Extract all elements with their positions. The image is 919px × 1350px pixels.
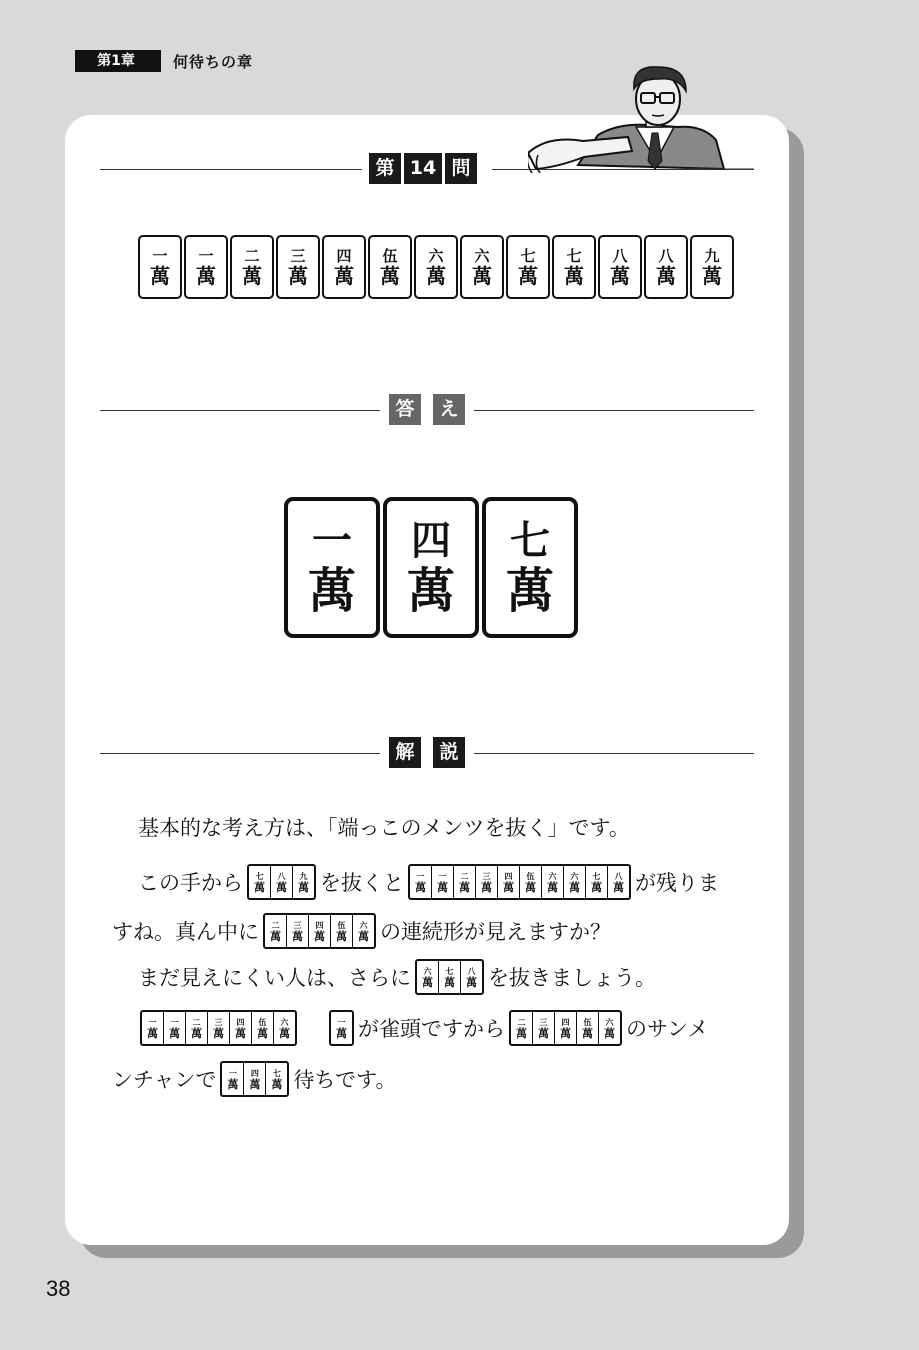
chapter-number: 第1章 (75, 50, 161, 72)
tile-suit: 萬 (147, 1026, 158, 1040)
question-label-prefix: 第 (369, 153, 401, 184)
tile-number: 八 (277, 870, 286, 881)
mahjong-tile (644, 235, 688, 299)
tile-number: 四 (315, 919, 324, 930)
mini-tile (330, 915, 352, 947)
tile-group (220, 1061, 289, 1097)
tile-number: 四 (236, 1016, 245, 1027)
tile-suit: 萬 (336, 929, 347, 943)
tile-group (415, 959, 484, 995)
tile-suit: 萬 (271, 1077, 283, 1091)
tile-suit: 萬 (249, 1077, 261, 1091)
tile-number: 二 (192, 1016, 201, 1027)
tile-number: 七 (445, 965, 454, 976)
tile-suit: 萬 (358, 929, 369, 943)
tile-group (509, 1010, 622, 1046)
tile-suit: 萬 (518, 263, 538, 288)
tile-number: 九 (704, 246, 720, 265)
mini-tile (453, 866, 475, 898)
mini-tile (519, 866, 541, 898)
tile-group (140, 1010, 297, 1046)
tile-suit: 萬 (314, 929, 325, 943)
tile-number: 六 (570, 870, 579, 881)
tile-number: 四 (336, 246, 352, 265)
tile-suit: 萬 (505, 562, 554, 619)
tile-suit: 萬 (422, 975, 433, 989)
tile-number: 七 (510, 516, 550, 564)
tile-suit: 萬 (270, 929, 281, 943)
tile-number: 一 (170, 1016, 179, 1027)
tile-number: 九 (299, 870, 308, 881)
tile-number: 一 (337, 1016, 346, 1027)
tile-suit: 萬 (279, 1026, 290, 1040)
tile-number: 二 (271, 919, 280, 930)
tile-suit: 萬 (307, 562, 356, 619)
tile-group (329, 1010, 354, 1046)
tile-suit: 萬 (466, 975, 477, 989)
mini-tile (598, 1012, 620, 1044)
tile-number: 八 (658, 246, 674, 265)
tile-number: 三 (214, 1016, 223, 1027)
tile-number: 二 (517, 1016, 526, 1027)
mahjong-tile (598, 235, 642, 299)
tile-number: 伍 (526, 870, 535, 881)
tile-suit: 萬 (472, 263, 492, 288)
tile-number: 一 (438, 870, 447, 881)
tile-suit: 萬 (298, 880, 309, 894)
tile-number: 六 (423, 965, 432, 976)
tile-number: 三 (290, 246, 306, 265)
tile-number: 一 (148, 1016, 157, 1027)
mini-tile (475, 866, 497, 898)
explanation-line-3: すね。真ん中に 二 萬 三 萬 四 萬 伍 萬 六 萬 の連続形が見えますか？ (112, 913, 611, 949)
mahjong-tile (552, 235, 596, 299)
tile-number: 六 (428, 246, 444, 265)
mini-tile (243, 1063, 265, 1095)
tile-suit: 萬 (437, 880, 448, 894)
tile-number: 伍 (583, 1016, 592, 1027)
divider-line (100, 753, 380, 754)
tile-number: 四 (504, 870, 513, 881)
tile-number: 七 (520, 246, 536, 265)
tile-number: 三 (482, 870, 491, 881)
divider-line (100, 410, 380, 411)
answer-label-b: え (433, 394, 465, 425)
tile-number: 一 (416, 870, 425, 881)
mahjong-tile (690, 235, 734, 299)
tile-number: 七 (255, 870, 264, 881)
divider-line (100, 169, 362, 170)
divider-line (474, 753, 754, 754)
chapter-header (75, 50, 253, 72)
tile-suit: 萬 (213, 1026, 224, 1040)
mahjong-tile (138, 235, 182, 299)
mini-tile (607, 866, 629, 898)
mini-tile (273, 1012, 295, 1044)
tile-number: 八 (467, 965, 476, 976)
tile-number: 一 (198, 246, 214, 265)
tile-suit: 萬 (516, 1026, 527, 1040)
mahjong-tile (230, 235, 274, 299)
mini-tile (229, 1012, 251, 1044)
tile-number: 二 (460, 870, 469, 881)
question-label-number: 14 (404, 153, 442, 184)
tile-suit: 萬 (604, 1026, 615, 1040)
mini-tile (265, 915, 286, 947)
explanation-line-2: この手から 七 萬 八 萬 九 萬 を抜くと 一 萬 一 萬 二 萬 三 萬 四 萬 伍 萬 六 萬 六 萬 七 萬 八 萬 が残りま (138, 864, 719, 900)
tile-suit: 萬 (288, 263, 308, 288)
mini-tile (541, 866, 563, 898)
mini-tile (185, 1012, 207, 1044)
mini-tile (511, 1012, 532, 1044)
tile-number: 六 (359, 919, 368, 930)
tile-suit: 萬 (444, 975, 455, 989)
explanation-line-5: 一 萬 一 萬 二 萬 三 萬 四 萬 伍 萬 六 萬 一 萬 が雀頭ですから 二 萬 三 萬 四 萬 伍 萬 六 萬 のサンメ (136, 1010, 708, 1046)
tile-number: 四 (250, 1067, 259, 1078)
answer-tile (284, 497, 380, 638)
tile-suit: 萬 (569, 880, 580, 894)
mini-tile (532, 1012, 554, 1044)
tile-number: 六 (548, 870, 557, 881)
tile-number: 七 (566, 246, 582, 265)
tile-number: 三 (293, 919, 302, 930)
tile-suit: 萬 (415, 880, 426, 894)
tile-suit: 萬 (254, 880, 265, 894)
mini-tile (163, 1012, 185, 1044)
mini-tile (410, 866, 431, 898)
tile-suit: 萬 (613, 880, 624, 894)
mini-tile (460, 961, 482, 993)
explanation-line-6: ンチャンで 一 萬 四 萬 七 萬 待ちです。 (112, 1061, 397, 1097)
tile-suit: 萬 (292, 929, 303, 943)
mini-tile (417, 961, 438, 993)
tile-suit: 萬 (169, 1026, 180, 1040)
tile-suit: 萬 (235, 1026, 246, 1040)
tile-number: 六 (280, 1016, 289, 1027)
mini-tile (563, 866, 585, 898)
tile-suit: 萬 (538, 1026, 549, 1040)
mahjong-tile (414, 235, 458, 299)
mini-tile (142, 1012, 163, 1044)
divider-line (474, 410, 754, 411)
tile-number: 八 (612, 246, 628, 265)
tile-number: 六 (605, 1016, 614, 1027)
tile-suit: 萬 (336, 1026, 347, 1040)
explanation-line-4: まだ見えにくい人は、さらに 六 萬 七 萬 八 萬 を抜きましょう。 (138, 959, 656, 995)
mini-tile (585, 866, 607, 898)
tile-number: 六 (474, 246, 490, 265)
explanation-label-b: 説 (433, 737, 465, 768)
tile-suit: 萬 (459, 880, 470, 894)
mini-tile (286, 915, 308, 947)
tile-suit: 萬 (380, 263, 400, 288)
page-number: 38 (46, 1276, 71, 1301)
tile-suit: 萬 (227, 1077, 239, 1091)
tile-suit: 萬 (560, 1026, 571, 1040)
tile-group (263, 913, 376, 949)
tile-group (408, 864, 631, 900)
tile-number: 八 (614, 870, 623, 881)
tile-number: 伍 (258, 1016, 267, 1027)
tile-suit: 萬 (481, 880, 492, 894)
mahjong-tile (322, 235, 366, 299)
chapter-title: 何待ちの章 (173, 52, 254, 71)
mini-tile (249, 866, 270, 898)
tile-number: 一 (312, 516, 352, 564)
tile-number: 四 (411, 516, 451, 564)
tile-number: 一 (152, 246, 168, 265)
tile-suit: 萬 (547, 880, 558, 894)
tile-group (247, 864, 316, 900)
tile-suit: 萬 (426, 263, 446, 288)
mini-tile (270, 866, 292, 898)
tile-number: 一 (228, 1067, 237, 1078)
mini-tile (431, 866, 453, 898)
question-hand (138, 235, 734, 299)
tile-number: 二 (244, 246, 260, 265)
explanation-label-a: 解 (389, 737, 421, 768)
explanation-line-1: 基本的な考え方は、「端っこのメンツを抜く」です。 (138, 816, 630, 840)
tile-number: 七 (272, 1067, 281, 1078)
mini-tile (576, 1012, 598, 1044)
mahjong-tile (368, 235, 412, 299)
mahjong-tile (184, 235, 228, 299)
tile-suit: 萬 (525, 880, 536, 894)
teacher-illustration (528, 65, 754, 173)
mahjong-tile (276, 235, 320, 299)
answer-tile (482, 497, 578, 638)
mini-tile (554, 1012, 576, 1044)
tile-suit: 萬 (582, 1026, 593, 1040)
tile-number: 三 (539, 1016, 548, 1027)
tile-suit: 萬 (656, 263, 676, 288)
mini-tile (497, 866, 519, 898)
question-label-suffix: 問 (445, 153, 477, 184)
tile-number: 伍 (337, 919, 346, 930)
tile-suit: 萬 (242, 263, 262, 288)
answer-label-a: 答 (389, 394, 421, 425)
mini-tile (308, 915, 330, 947)
tile-number: 七 (592, 870, 601, 881)
tile-suit: 萬 (196, 263, 216, 288)
mini-tile (352, 915, 374, 947)
mini-tile (331, 1012, 352, 1044)
mini-tile (251, 1012, 273, 1044)
tile-suit: 萬 (191, 1026, 202, 1040)
tile-suit: 萬 (257, 1026, 268, 1040)
mahjong-tile (460, 235, 504, 299)
mini-tile (265, 1063, 287, 1095)
mini-tile (438, 961, 460, 993)
tile-number: 四 (561, 1016, 570, 1027)
mini-tile (222, 1063, 243, 1095)
mahjong-tile (506, 235, 550, 299)
tile-suit: 萬 (150, 263, 170, 288)
tile-suit: 萬 (702, 263, 722, 288)
mini-tile (207, 1012, 229, 1044)
tile-suit: 萬 (591, 880, 602, 894)
mini-tile (292, 866, 314, 898)
tile-suit: 萬 (610, 263, 630, 288)
tile-suit: 萬 (334, 263, 354, 288)
tile-suit: 萬 (406, 562, 455, 619)
tile-number: 伍 (382, 246, 398, 265)
tile-suit: 萬 (503, 880, 514, 894)
answer-tile (383, 497, 479, 638)
tile-suit: 萬 (276, 880, 287, 894)
answer-tiles (284, 497, 578, 638)
tile-suit: 萬 (564, 263, 584, 288)
